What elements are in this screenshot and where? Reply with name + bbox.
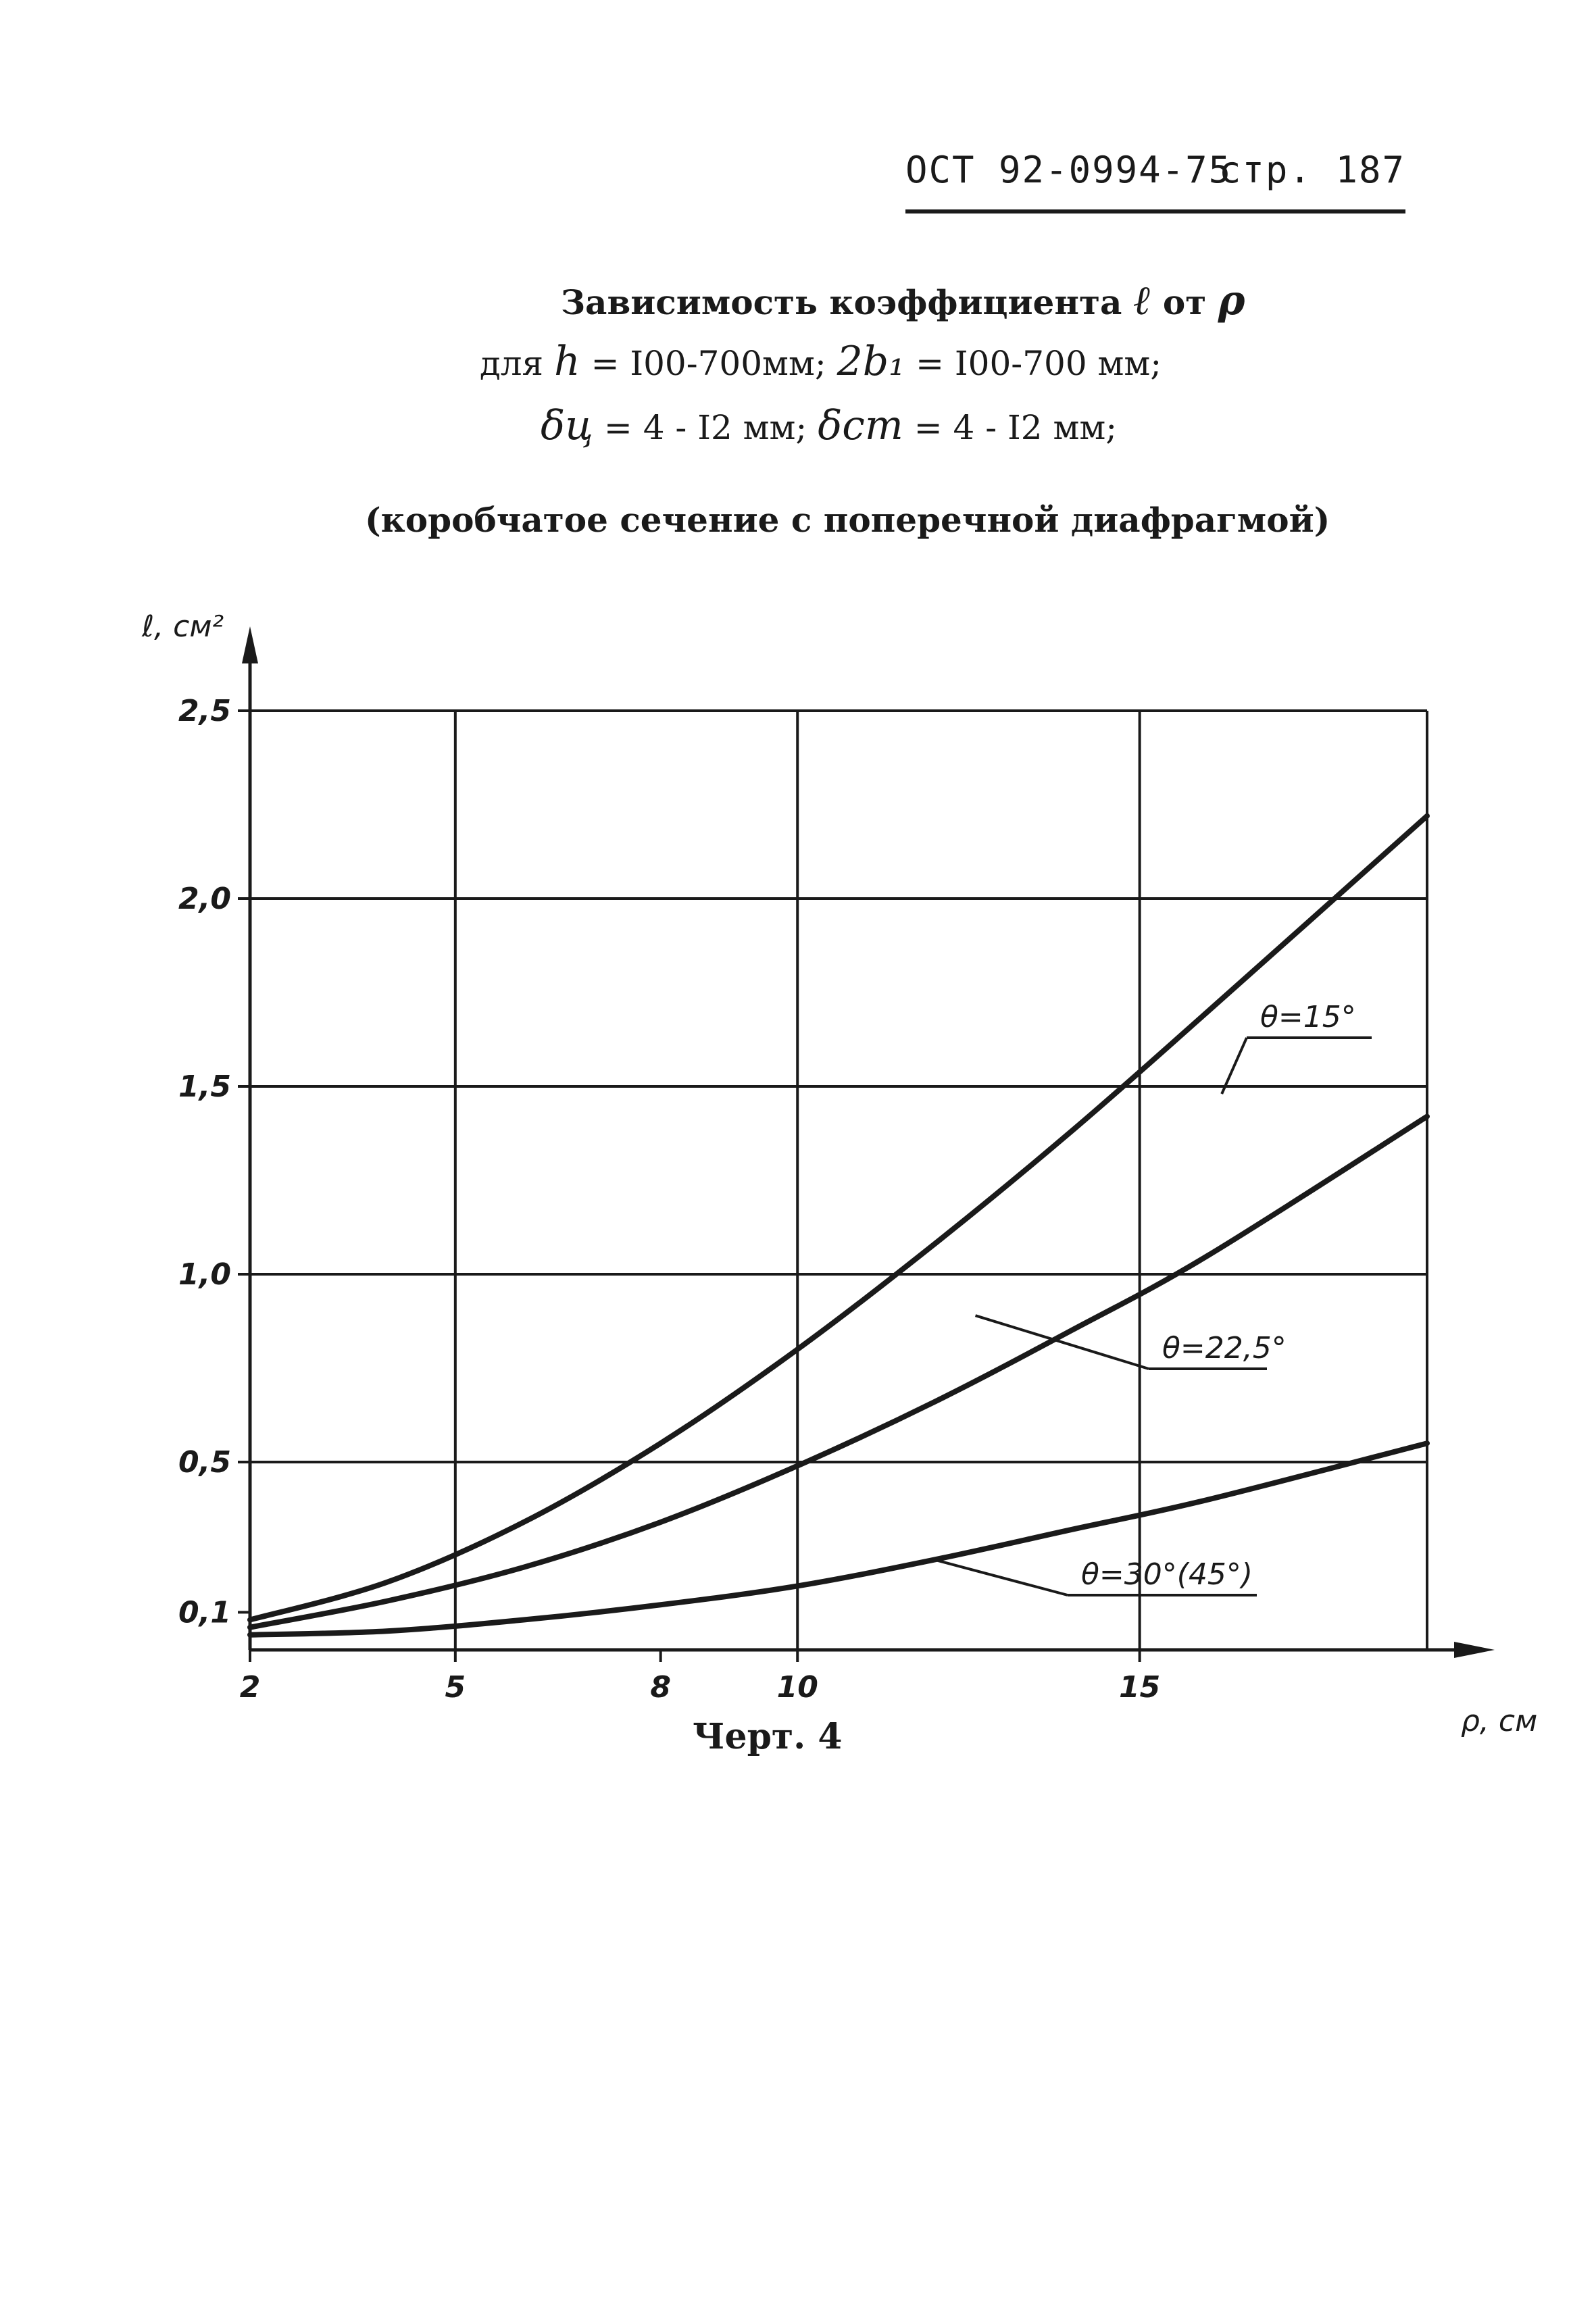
document-number: ОСТ 92-0994-75	[905, 149, 1232, 191]
series-line	[250, 1116, 1427, 1627]
x-tick-label: 5	[445, 1670, 466, 1705]
delta-c-symbol: δц	[541, 402, 593, 449]
x-tick-label: 10	[776, 1670, 818, 1705]
h-range: = I00-700мм;	[591, 344, 826, 383]
title-from: от	[1162, 282, 1207, 322]
title-for: для	[480, 344, 544, 383]
x-tick-label: 15	[1119, 1670, 1161, 1705]
series-line	[250, 1443, 1427, 1635]
b-symbol: 2b₁	[837, 338, 905, 385]
delta-c-range: = 4 - I2 мм;	[603, 408, 807, 447]
y-tick-label: 1,0	[178, 1257, 231, 1292]
page-number: стр. 187	[1218, 149, 1405, 191]
series-label: θ=22,5°	[1162, 1331, 1287, 1365]
x-tick-label: 2	[239, 1670, 261, 1705]
x-tick-label: 8	[650, 1670, 671, 1705]
x-axis-label: ρ, см	[1461, 1704, 1538, 1738]
x-axis-arrow	[1454, 1642, 1495, 1658]
series-label: θ=15°	[1260, 1000, 1356, 1034]
y-axis-arrow	[242, 626, 258, 663]
y-tick-label: 0,1	[178, 1595, 231, 1630]
b-range: = I00-700 мм;	[916, 344, 1162, 383]
series-label: θ=30°(45°)	[1081, 1557, 1253, 1592]
y-tick-label: 2,0	[178, 882, 231, 916]
y-tick-label: 1,5	[178, 1070, 231, 1104]
y-tick-label: 2,5	[178, 694, 231, 728]
figure-caption: Черт. 4	[693, 1716, 843, 1757]
delta-st-range: = 4 - I2 мм;	[914, 408, 1118, 447]
series-leader	[934, 1560, 1068, 1595]
coefficient-symbol: ℓ	[1133, 277, 1151, 324]
series-line	[250, 816, 1427, 1620]
delta-st-symbol: δст	[818, 402, 903, 449]
rho-symbol: ρ	[1218, 277, 1245, 324]
series-leader	[976, 1315, 1149, 1369]
y-tick-label: 0,5	[178, 1445, 231, 1480]
title-prefix: Зависимость коэффициента	[561, 282, 1122, 322]
chart-subtitle: (коробчатое сечение с поперечной диафрагмой)	[365, 500, 1330, 540]
h-symbol: h	[554, 338, 580, 385]
y-axis-label: ℓ, см²	[142, 609, 224, 644]
